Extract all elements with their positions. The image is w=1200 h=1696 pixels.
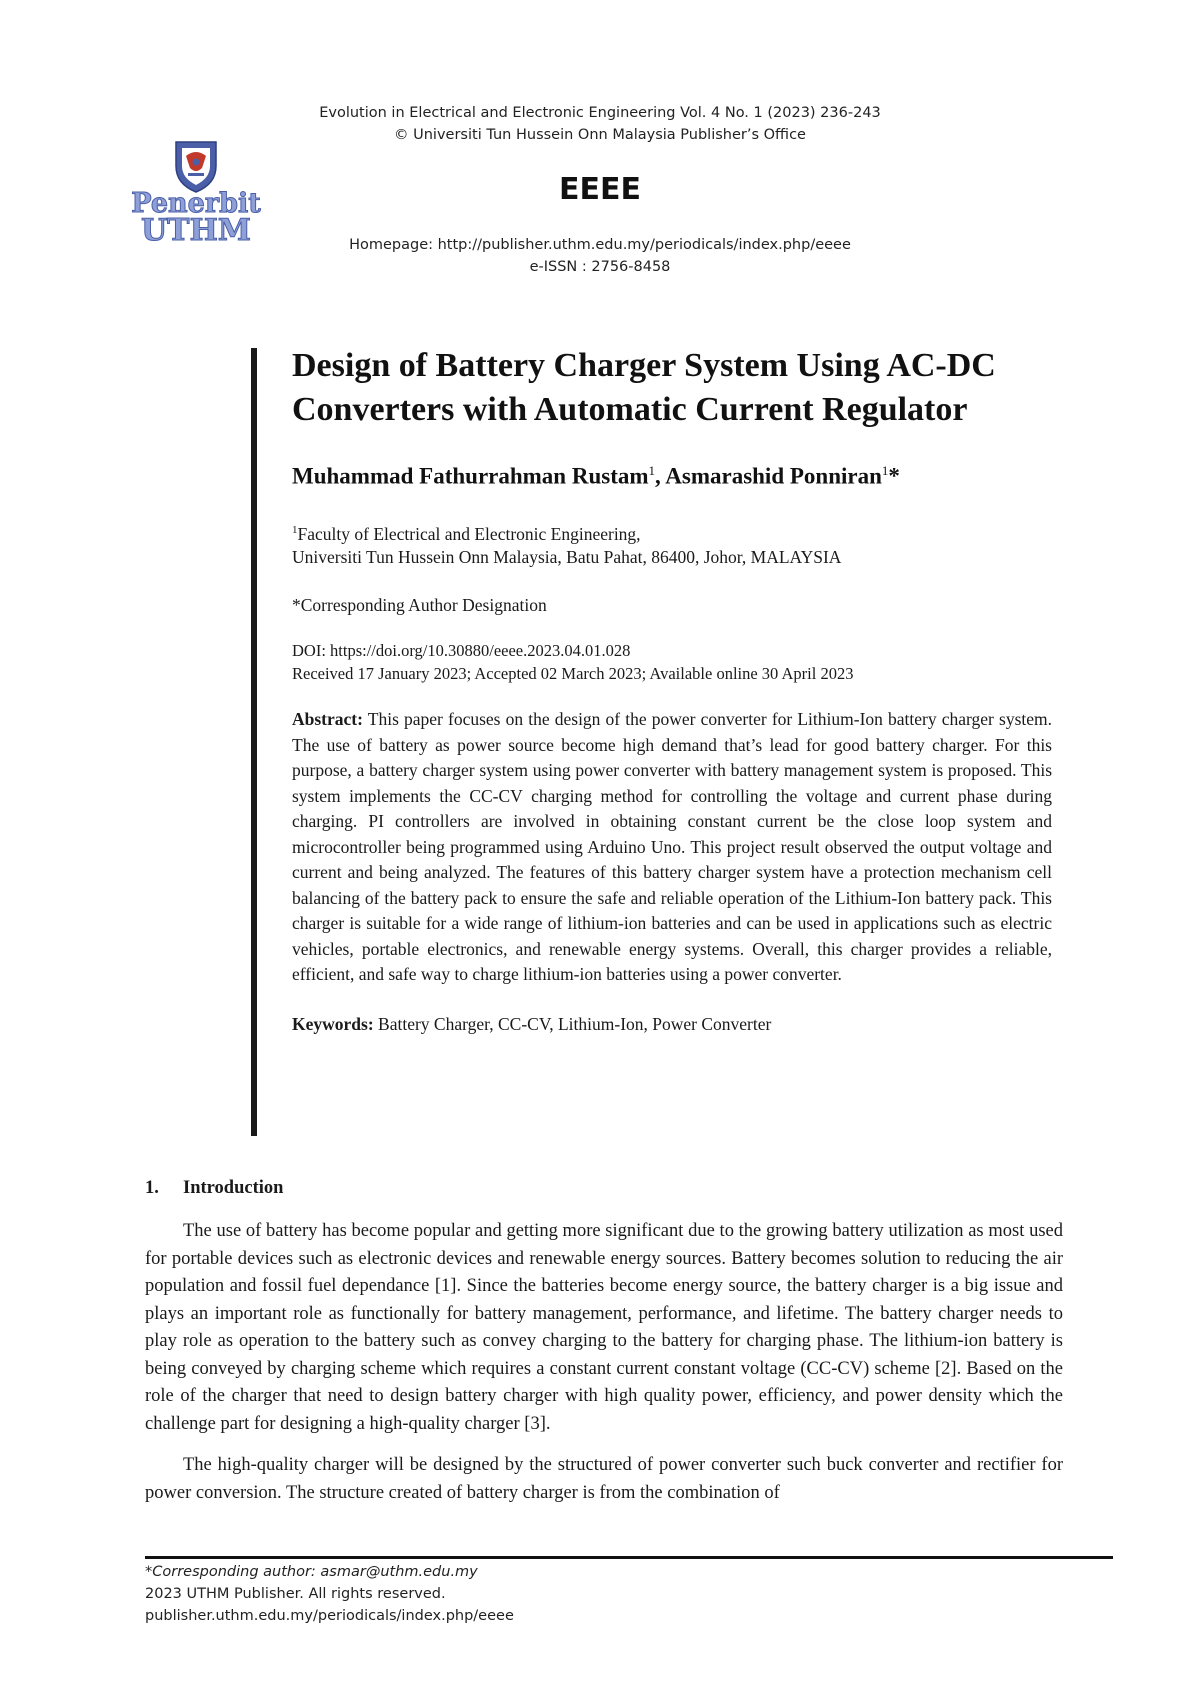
section-heading-introduction: [145, 1176, 1063, 1200]
footer-url[interactable]: publisher.uthm.edu.my/periodicals/index.php/eeee: [145, 1608, 514, 1624]
article-dates: Received 17 January 2023; Accepted 02 March 2023; Available online 30 April 2023: [292, 664, 854, 684]
author-1-affil: 1: [648, 463, 656, 478]
paragraph-1: The use of battery has become popular and getting more significant due to the growing battery utilization as most used for portable devices such as electronic devices and renewable energy sources. Battery becomes solution to reducing the air population and fossil fuel dependance [1]. Since the batteries become energy source, the battery charger is a big issue and plays an important role as functionally for battery management, performance, and lifetime. The battery charger needs to play role as operation to the battery such as convey charging to the battery for charging phase. The lithium-ion battery is being conveyed by charging scheme which requires a constant current constant voltage (CC-CV) scheme [2]. Based on the role of the charger that need to design battery charger with high quality power, efficiency, and power density which the challenge part for designing a high-quality charger [3].: [145, 1221, 1063, 1434]
journal-abbreviation: EEEE: [559, 172, 641, 207]
homepage-info: [0, 234, 1200, 278]
keywords: [292, 1012, 1052, 1036]
keywords-text: Battery Charger, CC-CV, Lithium-Ion, Power Converter: [373, 1013, 772, 1034]
author-separator: ,: [655, 463, 666, 489]
title-line-2: Converters with Automatic Current Regulator: [292, 391, 968, 428]
issn: e-ISSN : 2756-8458: [529, 259, 671, 275]
rights-notice: 2023 UTHM Publisher. All rights reserved.: [145, 1586, 446, 1602]
body-text: [145, 1176, 1063, 1521]
author-2: Asmarashid Ponniran: [665, 463, 882, 489]
affiliation-line-2: Universiti Tun Hussein Onn Malaysia, Batu Pahat, 86400, Johor, MALAYSIA: [292, 547, 842, 568]
title-line-1: Design of Battery Charger System Using AC-DC: [292, 347, 996, 384]
copyright-line: © Universiti Tun Hussein Onn Malaysia Publisher’s Office: [394, 127, 806, 143]
section-number: 1.: [145, 1178, 159, 1198]
title-accent-bar: [251, 348, 257, 1136]
affiliation: [292, 518, 1052, 570]
abstract-text: This paper focuses on the design of the power converter for Lithium-Ion battery charger system. The use of battery as power source become high demand that’s lead for good battery charger. For this purpose, a battery charger system using power converter with battery management system is proposed. This system implements the CC-CV charging method for controlling the voltage and current phase during charging. PI controllers are involved in obtaining constant current be the close loop system and microcontroller being programmed using Arduino Uno. This project result observed the output voltage and current and being analyzed. The features of this battery charger system have a protection mechanism cell balancing of the battery pack to ensure the safe and reliable operation of the Lithium-Ion battery pack. This charger is suitable for a wide range of lithium-ion batteries and can be used in applications such as electric vehicles, portable electronics, and renewable energy systems. Overall, this charger provides a reliable, efficient, and safe way to charge lithium-ion batteries using a power converter.: [292, 709, 1052, 985]
section-title: Introduction: [183, 1178, 284, 1198]
affiliation-number: 1: [292, 523, 298, 536]
abstract-label: Abstract:: [292, 709, 363, 730]
homepage-url: Homepage: http://publisher.uthm.edu.my/periodicals/index.php/eeee: [349, 237, 851, 253]
corresponding-designation: *Corresponding Author Designation: [292, 595, 547, 616]
article-meta: [292, 639, 1052, 685]
keywords-label: Keywords:: [292, 1013, 374, 1034]
footer-divider: [145, 1556, 1113, 1559]
abstract: [292, 707, 1052, 988]
author-list: [292, 456, 1052, 492]
affiliation-line-1: Faculty of Electrical and Electronic Engineering,: [297, 523, 641, 544]
author-2-affil: 1: [881, 463, 889, 478]
paper-title: [292, 344, 1052, 432]
title-block: [292, 344, 1052, 1036]
doi-link[interactable]: DOI: https://doi.org/10.30880/eeee.2023.04.01.028: [292, 641, 631, 661]
author-1: Muhammad Fathurrahman Rustam: [292, 463, 649, 489]
logo-line2: UTHM: [140, 213, 252, 244]
paragraph-2: The high-quality charger will be designed by the structured of power converter such buck converter and rectifier for power conversion. The structure created of battery charger is from the combination of: [145, 1455, 1063, 1503]
corresponding-mark: *: [888, 463, 900, 489]
logo-line1: Penerbit: [131, 188, 261, 219]
journal-line: Evolution in Electrical and Electronic Engineering Vol. 4 No. 1 (2023) 236-243: [319, 105, 881, 121]
corresponding-email: *Corresponding author: asmar@uthm.edu.my: [145, 1564, 478, 1580]
page-footer: [145, 1561, 845, 1627]
